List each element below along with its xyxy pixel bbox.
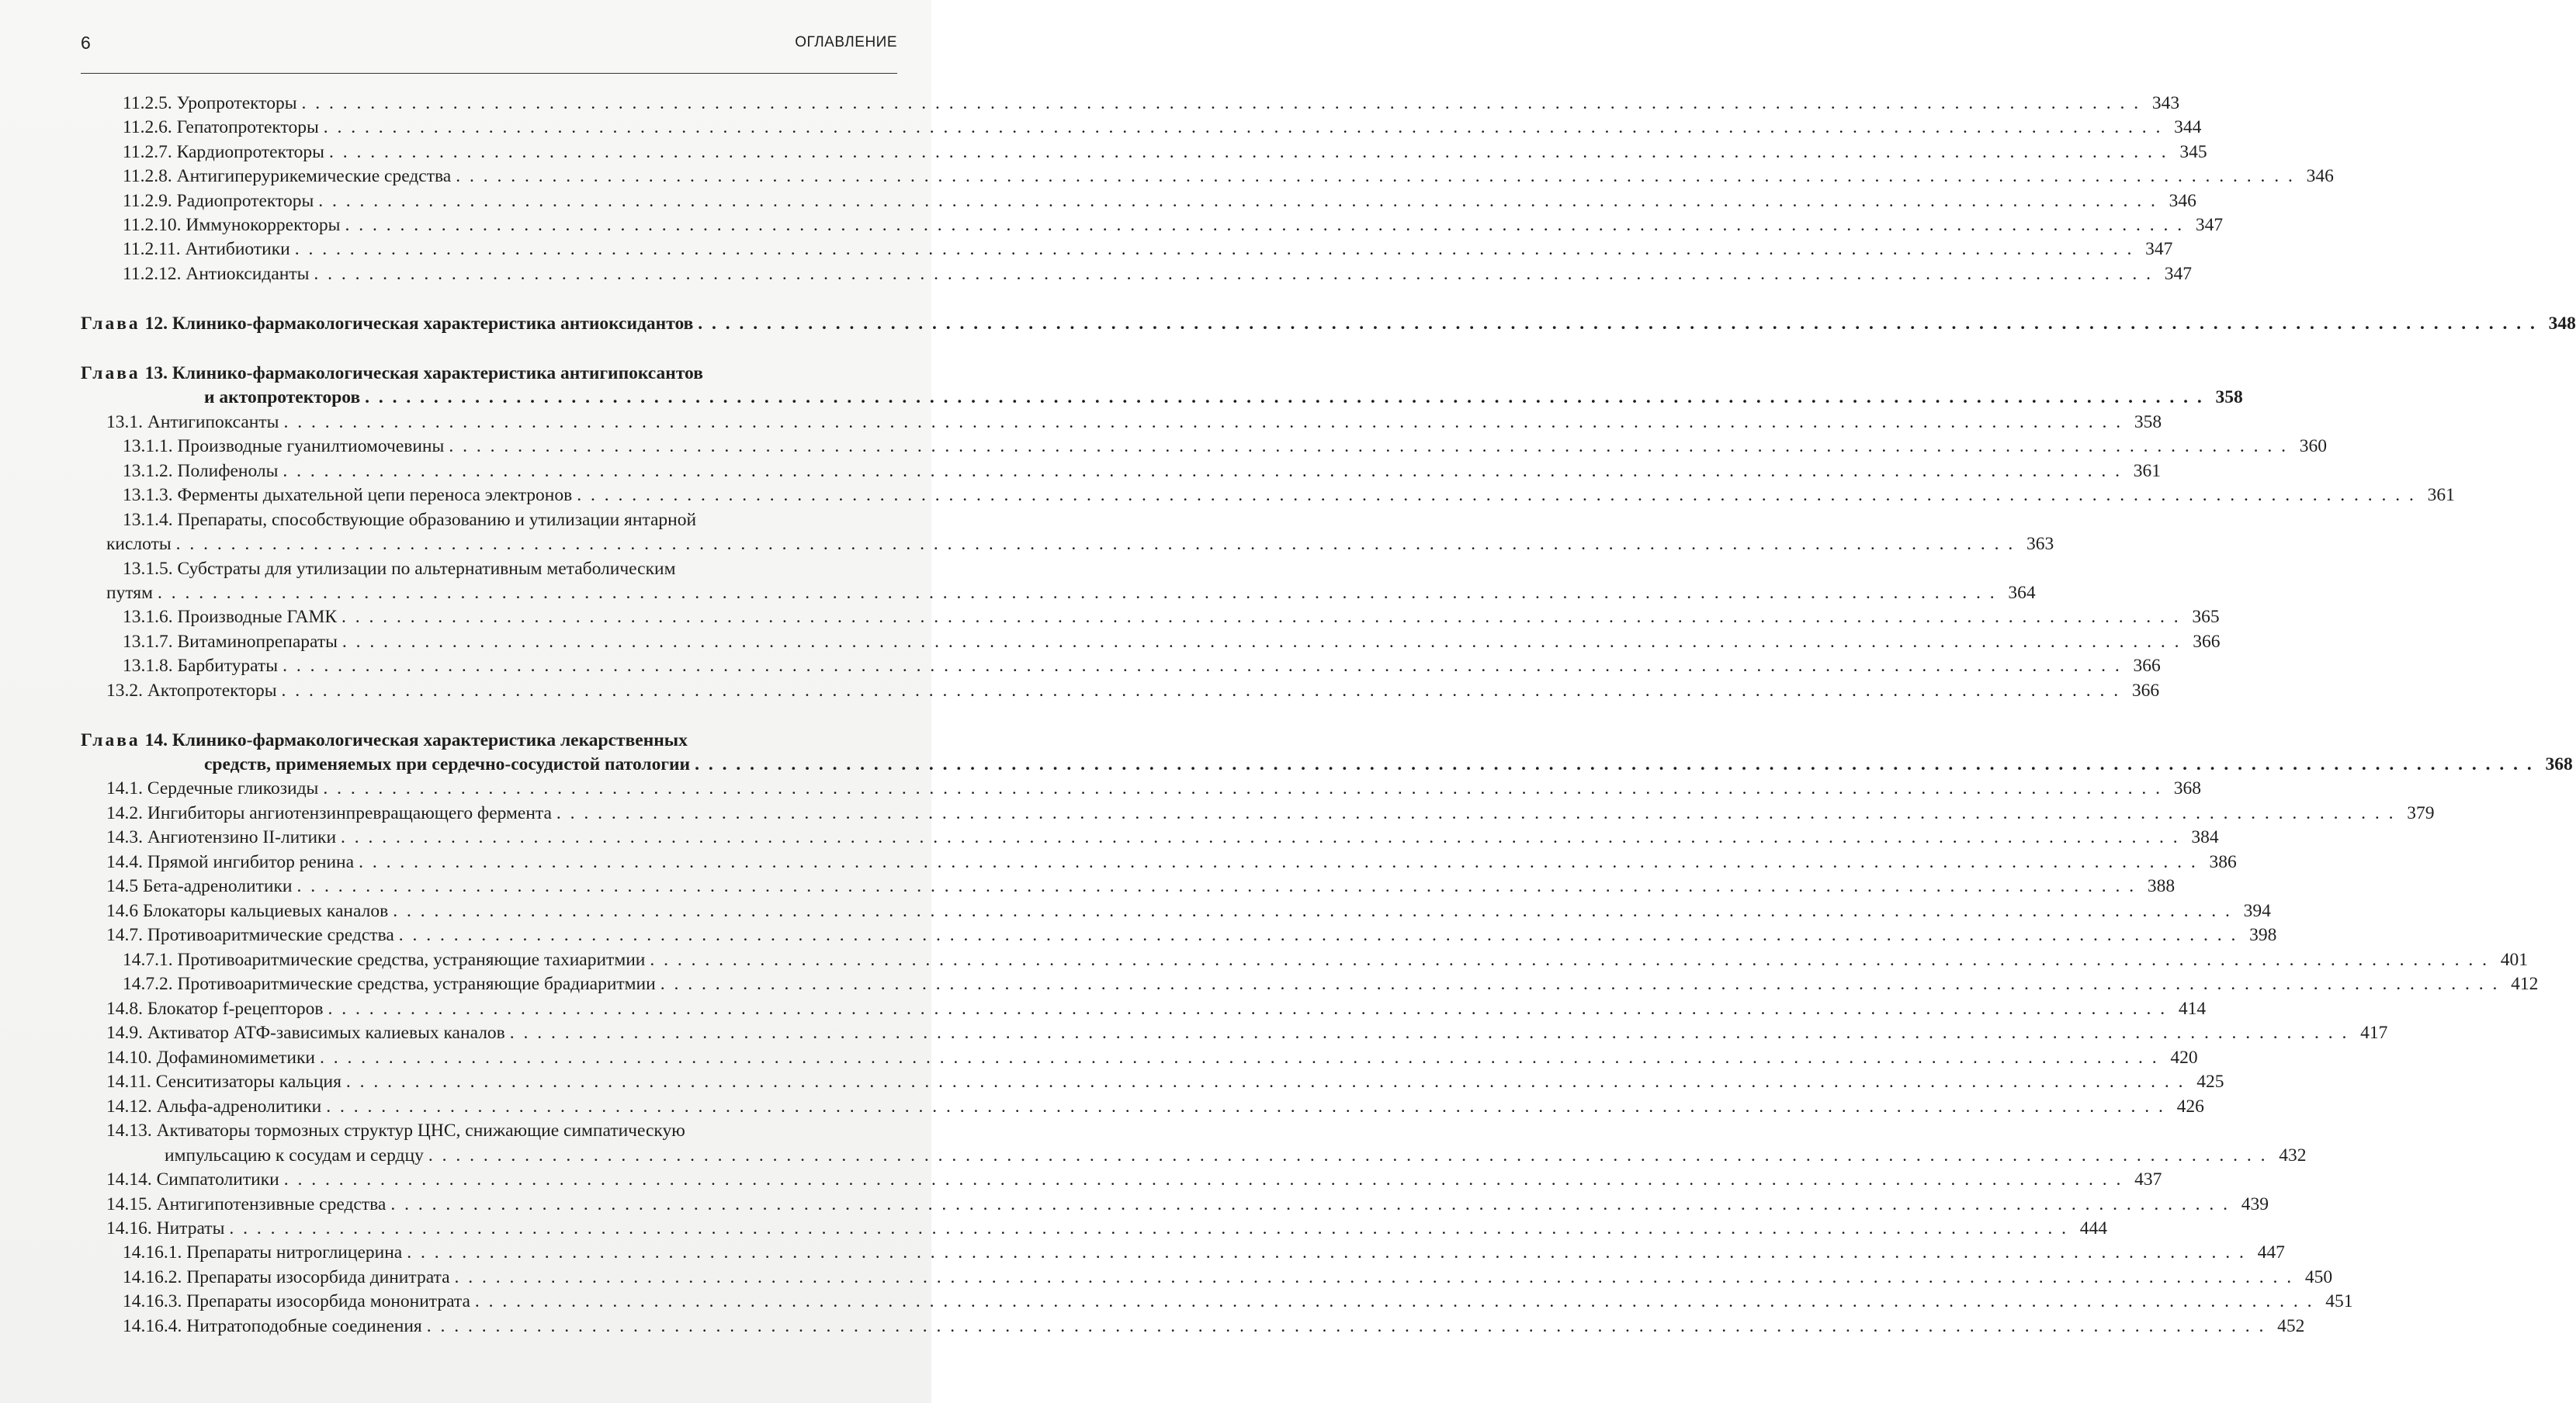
- leader-dots: [282, 678, 2121, 703]
- toc-entry-title: 14.15. Антигипотензивные средства: [106, 1194, 387, 1214]
- toc-entry-title: 13.2. Актопротекторы: [106, 681, 277, 701]
- leader-dots: [342, 605, 2181, 629]
- toc-entry[interactable]: [123, 556, 899, 581]
- toc-entry-page: 358: [2215, 387, 2243, 407]
- toc-entry-page: 379: [2407, 803, 2435, 823]
- toc-entry-title: импульсацию к сосудам и сердцу: [165, 1145, 424, 1166]
- toc-entry-title: 11.2.12. Антиоксиданты: [123, 264, 310, 284]
- page-number: 6: [81, 33, 91, 53]
- toc-entry-page: 452: [2277, 1316, 2305, 1336]
- toc-entry-title: кислоты: [106, 534, 172, 554]
- toc-chapter-continuation[interactable]: [204, 385, 2243, 410]
- toc-entry[interactable]: [123, 459, 2162, 483]
- toc-entry-title: 14.5 Бета-адренолитики: [106, 876, 293, 896]
- leader-dots: [296, 874, 2136, 899]
- leader-dots: [475, 1289, 2314, 1314]
- toc-entry-page: 360: [2299, 436, 2327, 456]
- leader-dots: [407, 1240, 2246, 1265]
- toc-entry-page: 439: [2241, 1194, 2269, 1214]
- toc-entry-title: 14.6 Блокаторы кальциевых каналов: [106, 901, 389, 921]
- toc-entry-title: 13.1.1. Производные гуанилтиомочевины: [123, 436, 445, 456]
- leader-dots: [342, 629, 2182, 654]
- toc-entry-title: 14.16.4. Нитратоподобные соединения: [123, 1316, 422, 1336]
- leader-dots: [393, 899, 2232, 923]
- toc-entry-page: 346: [2169, 191, 2196, 211]
- toc-entry[interactable]: [123, 508, 899, 532]
- leader-dots: [455, 1265, 2294, 1290]
- leader-dots: [346, 1069, 2186, 1094]
- toc-entry-title: 13.1.6. Производные ГАМК: [123, 607, 338, 627]
- toc-entry-title: 14.1. Сердечные гликозиды: [106, 778, 319, 798]
- toc-entry[interactable]: [123, 164, 2334, 189]
- toc-entry-page: 444: [2079, 1218, 2107, 1238]
- toc-entry-title: 11.2.5. Уропротекторы: [123, 93, 297, 113]
- toc-entry-title: 14.3. Ангиотензино II-литики: [106, 827, 337, 847]
- toc-entry[interactable]: [123, 213, 2224, 237]
- leader-dots: [390, 1192, 2230, 1217]
- toc-entry[interactable]: [106, 1118, 899, 1143]
- toc-entry-page: 412: [2511, 974, 2539, 994]
- toc-entry[interactable]: [106, 1192, 2269, 1217]
- leader-dots: [283, 459, 2122, 483]
- toc-entry-page: 401: [2500, 950, 2528, 970]
- toc-entry[interactable]: [123, 1314, 2305, 1339]
- leader-dots: [695, 752, 2534, 777]
- toc-entry[interactable]: [123, 237, 2173, 262]
- toc-entry-title: 11.2.7. Кардиопротекторы: [123, 142, 324, 162]
- toc-entry-title: и актопротекторов: [204, 387, 361, 407]
- toc-entry-page: 364: [2008, 583, 2036, 603]
- toc-entry-title: 11.2.8. Антигиперурикемические средства: [123, 166, 452, 186]
- chapter-label: Глава: [81, 730, 140, 750]
- toc-entry[interactable]: [106, 1167, 2162, 1192]
- toc-entry-title: 13.1.4. Препараты, способствующие образованию и утилизации янтарной: [123, 510, 697, 530]
- toc-entry-page: 388: [2147, 876, 2176, 896]
- toc-entry-continuation[interactable]: [106, 532, 2054, 556]
- leader-dots: [650, 947, 2489, 972]
- toc-chapter-entry[interactable]: [81, 361, 899, 386]
- toc-entry-title: 14.7.2. Противоаритмические средства, устраняющие брадиаритмии: [123, 974, 656, 994]
- toc-entry-title: 11.2.11. Антибиотики: [123, 239, 290, 259]
- toc-chapter-entry[interactable]: [81, 728, 899, 753]
- toc-entry-page: 368: [2173, 778, 2201, 798]
- leader-dots: [320, 1045, 2159, 1070]
- toc-entry-title: 14.2. Ингибиторы ангиотензинпревращающего фермента: [106, 803, 552, 823]
- leader-dots: [328, 996, 2167, 1021]
- toc-entry-page: 361: [2427, 485, 2455, 505]
- toc-entry-page: 366: [2133, 656, 2161, 676]
- toc-entry[interactable]: [123, 91, 2180, 116]
- toc-entry-title: 13. Клинико-фармакологическая характеристика антигипоксантов: [144, 363, 703, 383]
- leader-dots: [158, 580, 1997, 605]
- toc-entry-page: 451: [2325, 1291, 2353, 1311]
- leader-dots: [365, 385, 2204, 410]
- toc-entry-page: 348: [2548, 314, 2576, 334]
- toc-entry-title: 11.2.6. Гепатопротекторы: [123, 117, 319, 137]
- toc-entry[interactable]: [123, 434, 2327, 459]
- toc-entry-page: 345: [2179, 142, 2207, 162]
- running-head: ОГЛАВЛЕНИЕ: [795, 34, 897, 50]
- toc-entry-page: 343: [2151, 93, 2180, 113]
- leader-dots: [283, 410, 2123, 435]
- leader-dots: [510, 1020, 2349, 1045]
- toc-entry[interactable]: [123, 629, 2221, 654]
- leader-dots: [660, 972, 2500, 996]
- toc-entry-page: 425: [2196, 1072, 2224, 1092]
- toc-chapter-entry[interactable]: [81, 311, 2576, 336]
- toc-entry-title: 14.4. Прямой ингибитор ренина: [106, 852, 355, 872]
- toc-entry-page: 366: [2193, 632, 2221, 652]
- toc-entry-page: 361: [2133, 461, 2162, 481]
- leader-dots: [698, 311, 2537, 336]
- toc-entry-page: 417: [2360, 1023, 2388, 1043]
- toc-entry-page: 450: [2304, 1267, 2333, 1287]
- chapter-label: Глава: [81, 363, 140, 383]
- leader-dots: [284, 1167, 2124, 1192]
- toc-entry[interactable]: [123, 140, 2207, 165]
- toc-entry-continuation[interactable]: [106, 580, 2036, 605]
- toc-entry[interactable]: [123, 189, 2196, 213]
- toc-entry-page: 358: [2134, 412, 2162, 432]
- toc-chapter-continuation[interactable]: [204, 752, 2573, 777]
- leader-dots: [577, 483, 2416, 508]
- leader-dots: [295, 237, 2134, 262]
- leader-dots: [326, 1094, 2165, 1119]
- toc-entry-title: 14.16.1. Препараты нитроглицерина: [123, 1242, 403, 1263]
- toc-entry[interactable]: [123, 653, 2161, 678]
- toc-entry[interactable]: [106, 874, 2176, 899]
- toc-entry[interactable]: [106, 899, 2271, 923]
- toc-entry[interactable]: [123, 1265, 2333, 1290]
- leader-dots: [449, 434, 2288, 459]
- toc-entry[interactable]: [123, 947, 2528, 972]
- toc-entry-page: 347: [2195, 215, 2224, 235]
- leader-dots: [359, 850, 2198, 875]
- toc-entry-title: 14.9. Активатор АТФ-зависимых калиевых каналов: [106, 1023, 505, 1043]
- toc-entry[interactable]: [106, 923, 2277, 947]
- toc-entry[interactable]: [106, 1045, 2198, 1070]
- toc-entry-title: 14.16. Нитраты: [106, 1218, 225, 1238]
- leader-dots: [556, 801, 2396, 826]
- chapter-label: Глава: [81, 314, 140, 334]
- toc-entry-page: 447: [2257, 1242, 2285, 1263]
- leader-dots: [176, 532, 2016, 556]
- toc-entry-page: 398: [2249, 925, 2277, 945]
- toc-entry-title: 14.7.1. Противоаритмические средства, устраняющие тахиаритмии: [123, 950, 646, 970]
- leader-dots: [399, 923, 2238, 947]
- toc-entry[interactable]: [106, 825, 2219, 850]
- toc-entry[interactable]: [106, 850, 2237, 875]
- toc-entry-page: 347: [2145, 239, 2173, 259]
- leader-dots: [341, 825, 2180, 850]
- toc-entry-title: 14.16.2. Препараты изосорбида динитрата: [123, 1267, 450, 1287]
- toc-entry-page: 437: [2134, 1169, 2162, 1190]
- toc-entry[interactable]: [123, 483, 2455, 508]
- toc-entry-page: 346: [2306, 166, 2334, 186]
- toc-entry[interactable]: [123, 1289, 2353, 1314]
- leader-dots: [302, 91, 2141, 116]
- toc-entry-page: 426: [2176, 1096, 2204, 1117]
- toc-entry-title: 14.7. Противоаритмические средства: [106, 925, 394, 945]
- leader-dots: [318, 189, 2158, 213]
- toc-entry-title: 14.13. Активаторы тормозных структур ЦНС, снижающие симпатическую: [106, 1121, 685, 1141]
- toc-entry-title: средств, применяемых при сердечно-сосудистой патологии: [204, 754, 691, 774]
- leader-dots: [329, 140, 2169, 165]
- toc-entry-title: 14.8. Блокатор f-рецепторов: [106, 999, 324, 1019]
- leader-dots: [345, 213, 2184, 237]
- toc-entry-title: 13.1.2. Полифенолы: [123, 461, 279, 481]
- leader-dots: [456, 164, 2295, 189]
- toc-entry-page: 368: [2545, 754, 2573, 774]
- toc-entry-title: 11.2.9. Радиопротекторы: [123, 191, 314, 211]
- toc-entry-title: 14.14. Симпатолитики: [106, 1169, 279, 1190]
- toc-entry[interactable]: [106, 410, 2162, 435]
- toc-entry-title: 13.1. Антигипоксанты: [106, 412, 279, 432]
- toc-entry[interactable]: [106, 996, 2207, 1021]
- toc-entry-title: 14.10. Дофаминомиметики: [106, 1048, 315, 1068]
- toc-entry-page: 394: [2243, 901, 2271, 921]
- leader-dots: [427, 1314, 2266, 1339]
- toc-entry-page: 386: [2209, 852, 2237, 872]
- toc-entry[interactable]: [106, 1216, 2107, 1241]
- toc-entry[interactable]: [123, 262, 2193, 286]
- toc-entry-title: 14.12. Альфа-адренолитики: [106, 1096, 322, 1117]
- toc-entry-title: 14. Клинико-фармакологическая характеристика лекарственных: [144, 730, 688, 750]
- toc-entry-page: 365: [2192, 607, 2220, 627]
- leader-dots: [323, 776, 2162, 801]
- toc-entry-page: 432: [2279, 1145, 2307, 1166]
- toc-entry-continuation[interactable]: [165, 1143, 2307, 1168]
- leader-dots: [314, 262, 2153, 286]
- toc-entry[interactable]: [106, 1094, 2204, 1119]
- toc-entry-page: 347: [2164, 264, 2193, 284]
- toc-entry[interactable]: [106, 1020, 2388, 1045]
- toc-entry-title: 13.1.3. Ферменты дыхательной цепи переноса электронов: [123, 485, 573, 505]
- toc-entry-page: 384: [2191, 827, 2219, 847]
- toc-entry-page: 344: [2174, 117, 2202, 137]
- toc-entry-page: 414: [2178, 999, 2207, 1019]
- toc-entry-page: 420: [2170, 1048, 2198, 1068]
- toc-entry-title: 11.2.10. Иммунокорректоры: [123, 215, 341, 235]
- toc-entry-title: путям: [106, 583, 153, 603]
- toc-entry[interactable]: [106, 801, 2435, 826]
- toc-entry[interactable]: [106, 1069, 2224, 1094]
- leader-dots: [283, 653, 2122, 678]
- toc-entry-title: 12. Клинико-фармакологическая характеристика антиоксидантов: [144, 314, 694, 334]
- toc-entry[interactable]: [123, 605, 2220, 629]
- toc-entry-title: 14.11. Сенситизаторы кальция: [106, 1072, 342, 1092]
- leader-dots: [324, 115, 2163, 140]
- toc-entry-page: 363: [2026, 534, 2054, 554]
- toc-entry[interactable]: [123, 972, 2539, 996]
- leader-dots: [428, 1143, 2268, 1168]
- toc-entry-title: 13.1.5. Субстраты для утилизации по альтернативным метаболическим: [123, 559, 676, 579]
- toc-entry[interactable]: [106, 776, 2201, 801]
- toc-entry-title: 14.16.3. Препараты изосорбида мононитрата: [123, 1291, 470, 1311]
- leader-dots: [229, 1216, 2068, 1241]
- toc-entry[interactable]: [123, 115, 2202, 140]
- toc-entry-title: 13.1.8. Барбитураты: [123, 656, 279, 676]
- toc-entry-page: 366: [2131, 681, 2160, 701]
- toc-entry[interactable]: [123, 1240, 2285, 1265]
- toc-entry-title: 13.1.7. Витаминопрепараты: [123, 632, 338, 652]
- toc-entry[interactable]: [106, 678, 2160, 703]
